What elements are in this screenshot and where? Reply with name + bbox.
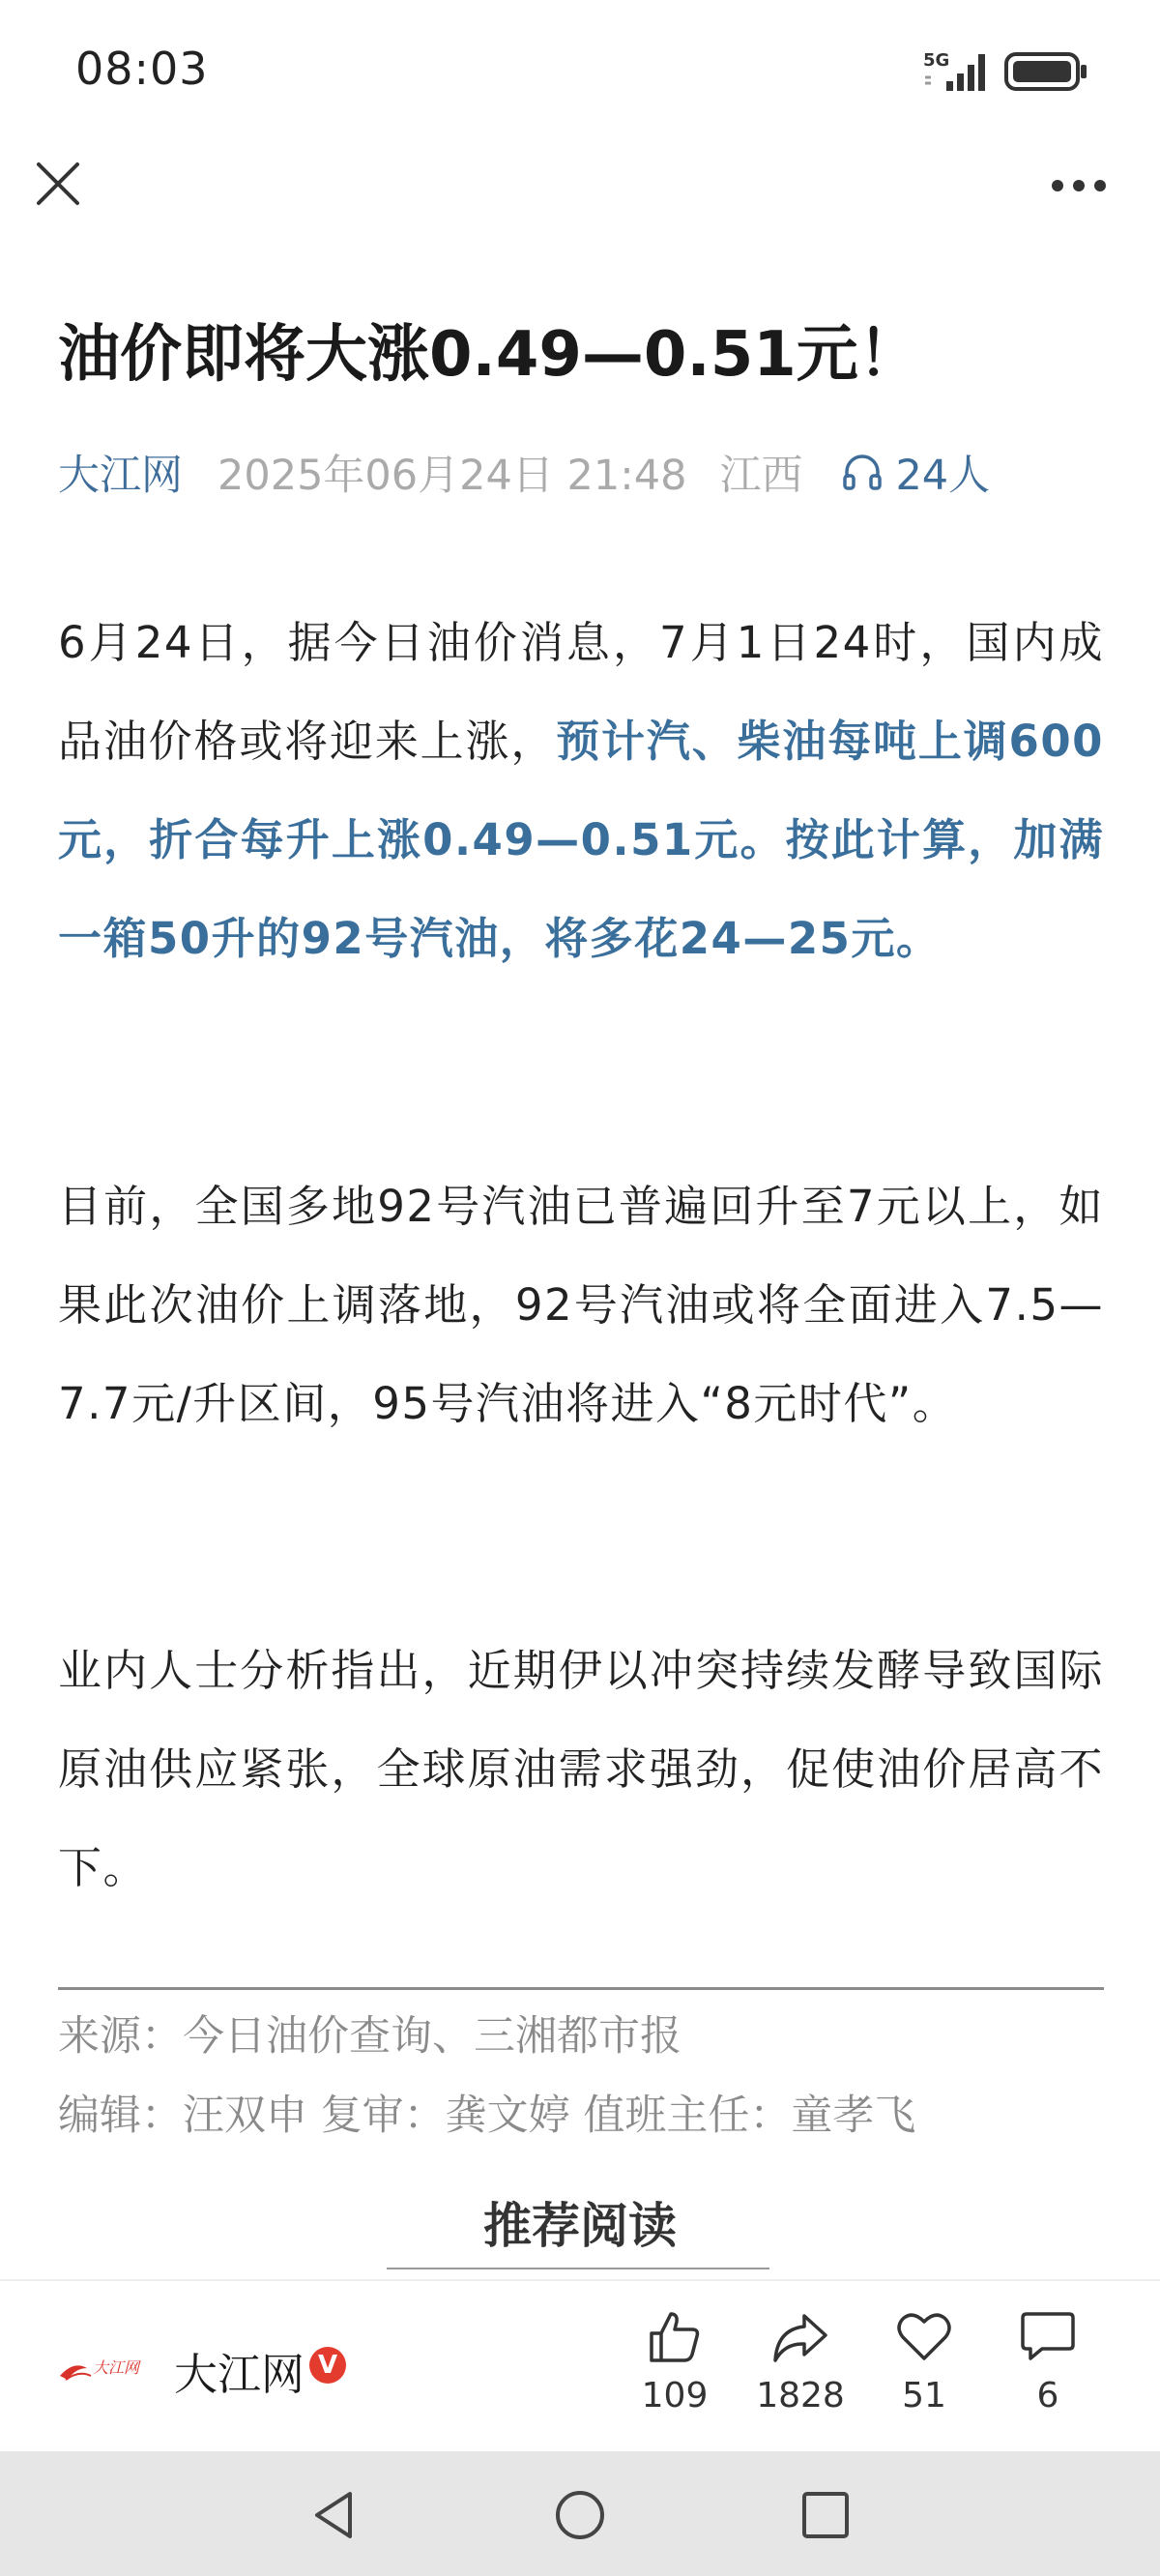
paragraph-text: 目前，全国多地92号汽油已普遍回升至7元以上，如果此次油价上调落地，92号汽油或将全面进入7.5—7.7元/升区间，95号汽油将进入“8元时代”。 [58,1181,1104,1429]
action-bar [0,2279,1160,2453]
like-count: 109 [641,2376,709,2415]
source-credit: 来源：今日油价查询、三湘都市报 [58,2012,682,2061]
article-paragraph [58,1157,1104,1453]
close-icon[interactable] [33,159,83,209]
listener-count: 24人 [895,451,991,500]
comment-button[interactable] [990,2308,1106,2415]
article-title: 油价即将大涨0.49—0.51元！ [58,319,920,391]
paragraph-text: 业内人士分析指出，近期伊以冲突持续发酵导致国际原油供应紧张，全球原油需求强劲，促使油价居高不下。 [58,1645,1104,1893]
recommend-heading: 推荐阅读 [483,2197,677,2254]
meta-source[interactable]: 大江网 [58,451,183,500]
listen-button[interactable] [841,443,990,502]
more-icon[interactable] [1050,166,1108,205]
comment-icon [1019,2308,1077,2366]
share-icon [771,2308,829,2366]
recommend-underline [387,2268,769,2269]
thumbs-up-icon [646,2308,704,2366]
highlighted-text: 预计汽、柴油每吨上调600元，折合每升上涨0.49—0.51元。按此计算，加满一箱50升的92号汽油，将多花24—25元。 [58,716,1104,964]
publisher-logo-text: 大江网 [93,2358,140,2377]
share-count: 1828 [756,2376,845,2415]
favorite-count: 51 [902,2376,946,2415]
signal-icon [923,48,991,95]
comment-count: 6 [1036,2376,1059,2415]
article-meta [58,443,990,501]
share-button[interactable] [742,2308,858,2415]
like-button[interactable] [617,2308,733,2415]
system-nav-bar [0,2451,1160,2576]
recent-apps-icon[interactable] [798,2488,853,2542]
back-icon[interactable] [307,2488,362,2542]
heart-icon [895,2308,953,2366]
divider [58,1987,1104,1990]
editor-credit: 编辑：汪双申 复审：龚文婷 值班主任：童孝飞 [58,2092,916,2140]
article-paragraph [58,594,1104,988]
article-paragraph [58,1622,1104,1917]
meta-region: 江西 [719,451,803,500]
home-icon[interactable] [553,2488,607,2542]
status-time: 08:03 [75,43,209,95]
publisher-name[interactable]: 大江网 [174,2349,305,2400]
verified-badge [309,2347,346,2384]
verified-badge-label: V [317,2351,338,2380]
publisher-logo[interactable] [58,2347,151,2386]
meta-datetime: 2025年06月24日 21:48 [218,451,687,500]
status-bar [0,0,1160,145]
paragraph-text: 6月24日，据今日油价消息，7月1日24时，国内成品油价格或将迎来上涨， [58,617,1104,767]
network-label: 5G [923,50,950,71]
favorite-button[interactable] [866,2308,982,2415]
battery-icon [1003,50,1088,93]
headphones-icon [841,451,884,493]
